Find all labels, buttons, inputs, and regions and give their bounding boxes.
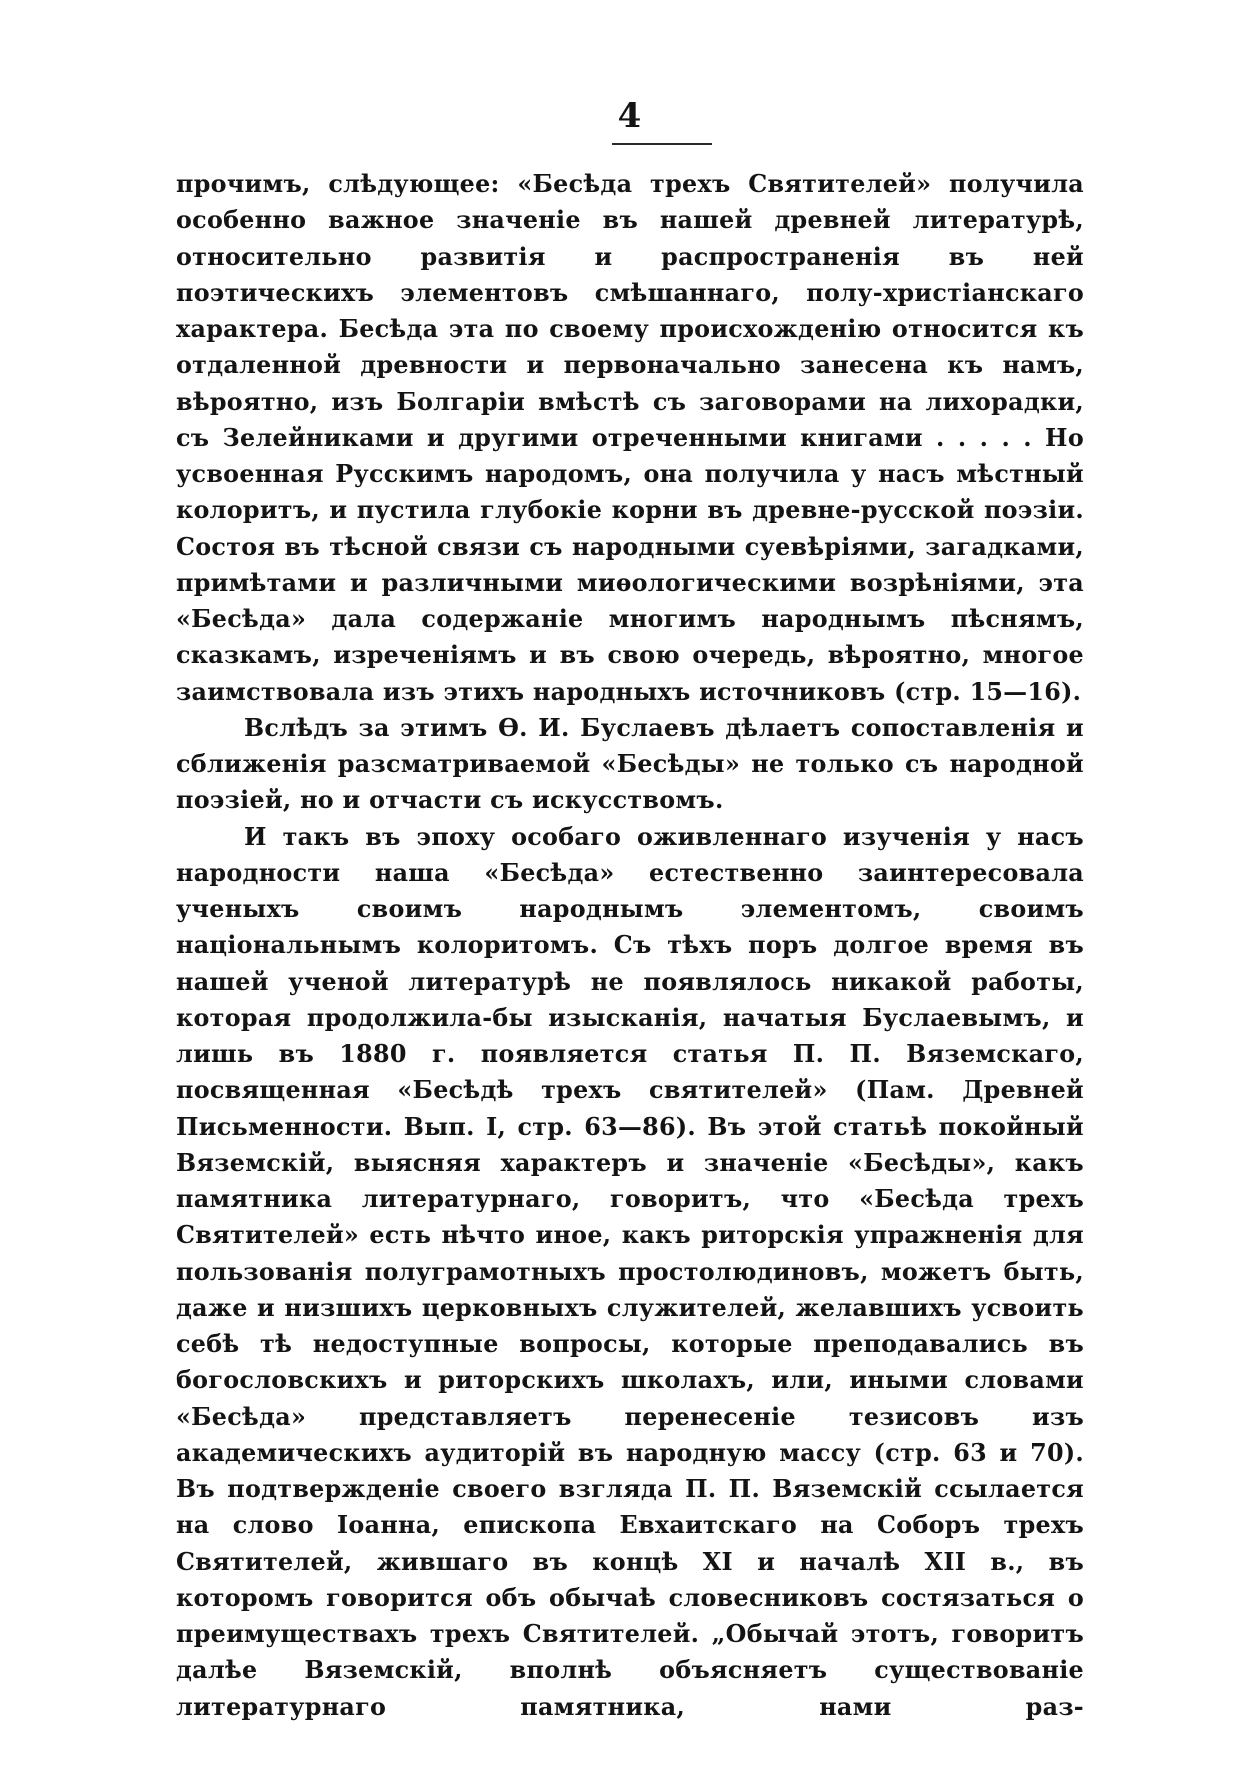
paragraph-vyazemsky: И такъ въ эпоху особаго оживленнаго изученія у насъ народности наша «Бесѣда» естественно заинтересовала ученыхъ своимъ народнымъ элементомъ, своимъ національнымъ колоритомъ. Съ тѣхъ поръ долгое время въ нашей ученой литературѣ не появлялось никакой работы, которая продолжила-бы изысканія, начатыя Буслаевымъ, и лишь въ 1880 г. появляется статья П. П. Вяземскаго, посвященная «Бесѣдѣ трехъ святителей» (Пам. Древней Письменности. Вып. I, стр. 63—86). Въ этой статьѣ покойный Вяземскій, выясняя характеръ и значеніе «Бесѣды», какъ памятника литературнаго, говоритъ, что «Бесѣда трехъ Святителей» есть нѣчто иное, какъ риторскія упражненія для пользованія полуграмотныхъ простолюдиновъ, можетъ быть, даже и низшихъ церковныхъ служителей, желавшихъ усвоить себѣ тѣ недоступные вопросы, которые преподавались въ богословскихъ и риторскихъ школахъ, или, иными словами «Бесѣда» представляетъ перенесеніе тезисовъ изъ академическихъ аудиторій въ народную массу (стр. 63 и 70). Въ подтвержденіе своего взгляда П. П. Вяземскій ссылается на слово Іоанна, епископа Евхаитскаго на Соборъ трехъ Святителей, жившаго въ концѣ XI и началѣ XII в., въ которомъ говорится объ обычаѣ словесниковъ состязаться о преимуществахъ трехъ Святителей. „Обычай этотъ, говоритъ далѣе Вяземскій, вполнѣ объясняетъ существованіе литературнаго памятника, нами раз- bbox=[176, 822, 1084, 1721]
paragraph-buslaev: Вслѣдъ за этимъ Ѳ. И. Буслаевъ дѣлаетъ сопоставленія и сближенія разсматриваемой «Бесѣды» не только съ народной поэзіей, но и отчасти съ искусствомъ. bbox=[176, 713, 1084, 815]
page-number-rule bbox=[612, 143, 712, 145]
paragraph-continuation: прочимъ, слѣдующее: «Бесѣда трехъ Святителей» получила особенно важное значеніе въ нашей древней литературѣ, относительно развитія и распространенія въ ней поэтическихъ элементовъ смѣшаннаго, полу-христіанскаго характера. Бесѣда эта по своему происхожденію относится къ отдаленной древности и первоначально занесена къ намъ, вѣроятно, изъ Болгаріи вмѣстѣ съ заговорами на лихорадки, съ Зелейниками и другими отреченными книгами . . . . . Но усвоенная Русскимъ народомъ, она получила у насъ мѣстный колоритъ, и пустила глубокіе корни въ древне-русской поэзіи. Состоя въ тѣсной связи съ народными суевѣріями, загадками, примѣтами и различными миѳологическими возрѣніями, эта «Бесѣда» дала содержаніе многимъ народнымъ пѣснямъ, сказкамъ, изреченіямъ и въ свою очередь, вѣроятно, многое заимствовала изъ этихъ народныхъ источниковъ (стр. 15—16). bbox=[176, 170, 1084, 706]
page-number: 4 bbox=[617, 96, 642, 136]
body-text bbox=[176, 166, 1084, 1725]
